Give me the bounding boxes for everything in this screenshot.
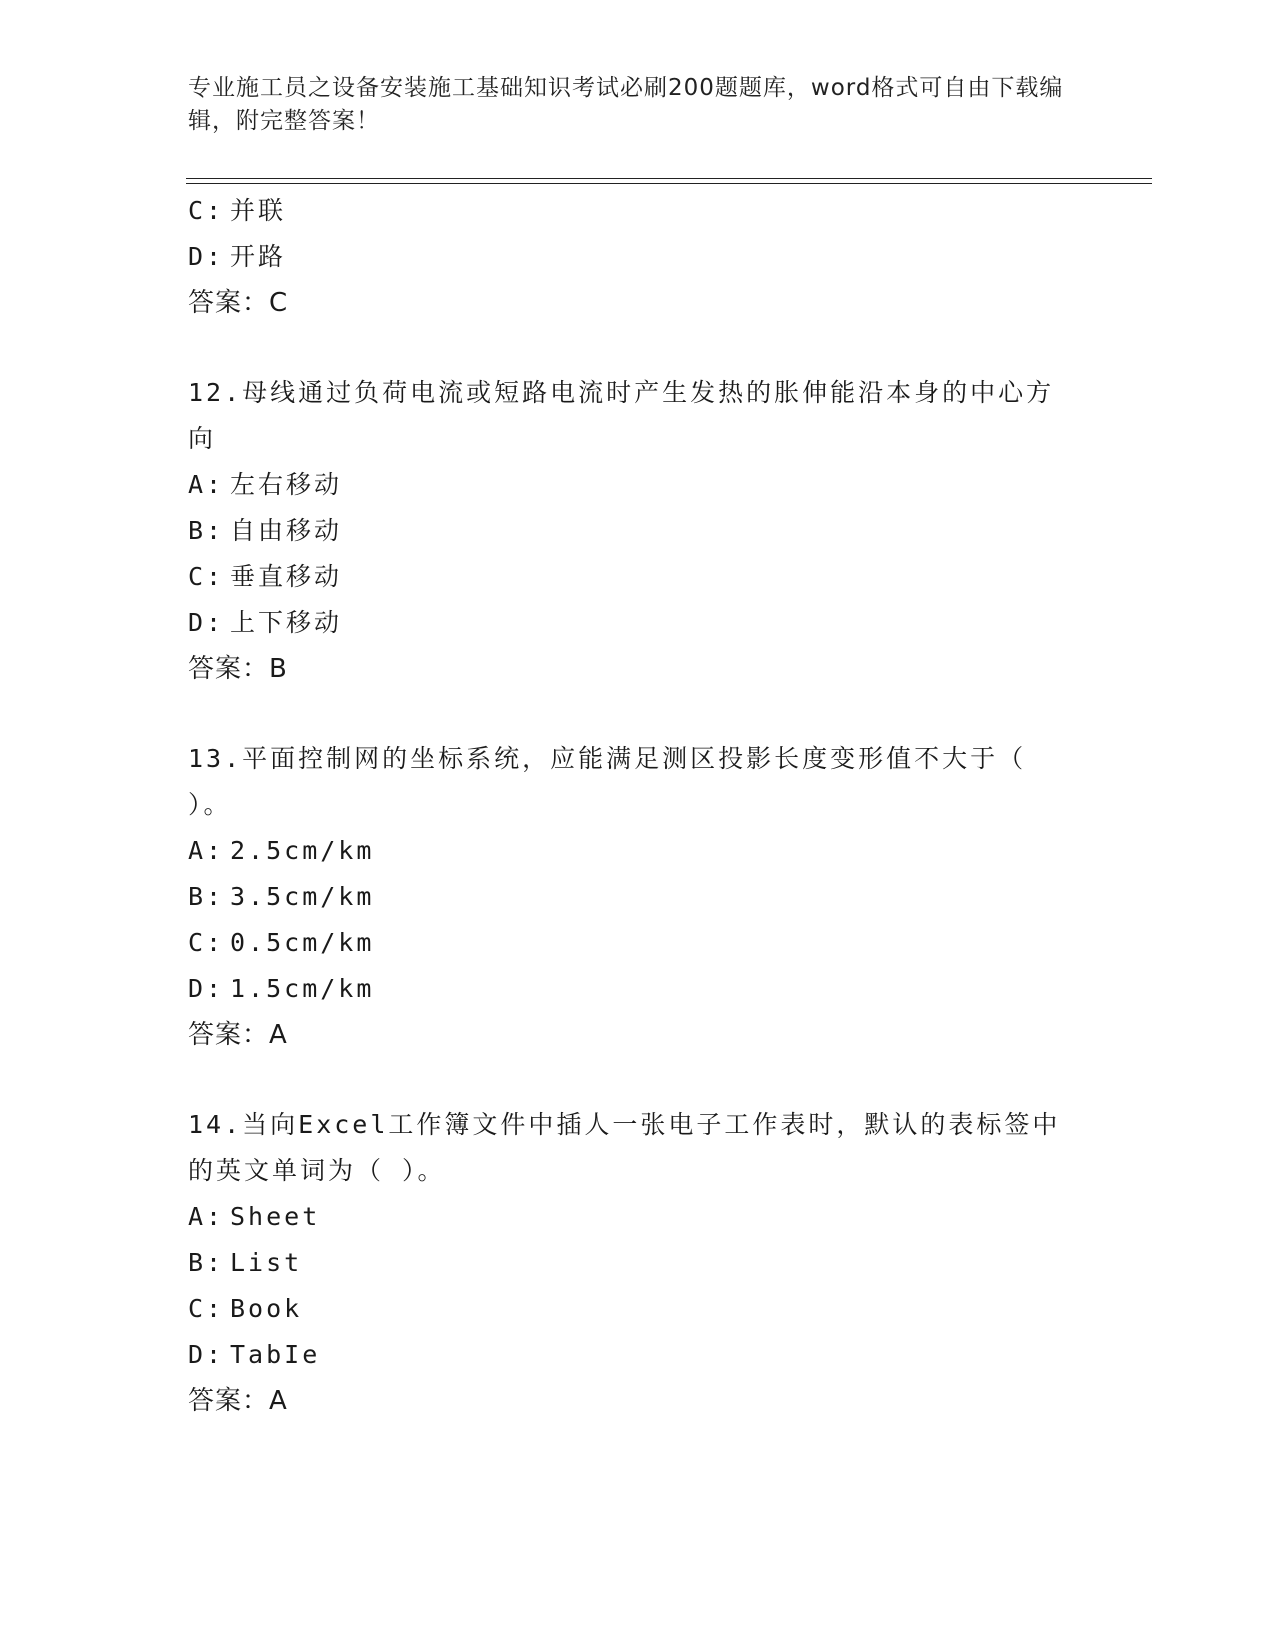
option-text: 并联	[230, 196, 287, 225]
option-text: 上下移动	[230, 608, 343, 637]
option-key: D:	[188, 974, 225, 1003]
question-text-line1: 13.平面控制网的坐标系统，应能满足测区投影长度变形值不大于（	[188, 744, 1027, 773]
option-key: C:	[188, 196, 225, 225]
option-c	[188, 920, 1088, 966]
option-key: C:	[188, 928, 225, 957]
option-a	[188, 828, 1088, 874]
option-text: 0.5cm/km	[230, 928, 375, 957]
answer-line: 答案：A	[188, 1020, 288, 1050]
prev-question	[188, 188, 1088, 326]
question-content	[188, 188, 1088, 1424]
question-text-line1: 12.母线通过负荷电流或短路电流时产生发热的胀伸能沿本身的中心方	[188, 378, 1055, 407]
option-key: A:	[188, 836, 225, 865]
option-text: 垂直移动	[230, 562, 343, 591]
option-a	[188, 1194, 1088, 1240]
option-text: 3.5cm/km	[230, 882, 375, 911]
question-text-line2: ）。	[188, 790, 232, 819]
option-key: D:	[188, 1340, 225, 1369]
question-text-line2: 的英文单词为（ ）。	[188, 1156, 446, 1185]
option-text: Sheet	[230, 1202, 321, 1231]
option-d	[188, 1332, 1088, 1378]
question-14	[188, 1102, 1088, 1424]
header-rule-bottom	[186, 183, 1152, 184]
option-c	[188, 554, 1088, 600]
option-key: B:	[188, 882, 225, 911]
answer-line: 答案：A	[188, 1386, 288, 1416]
option-text: 开路	[230, 242, 287, 271]
document-header: 专业施工员之设备安装施工基础知识考试必刷200题题库，word格式可自由下载编辑，附完整答案！	[188, 75, 1064, 134]
option-key: B:	[188, 1248, 225, 1277]
question-13	[188, 736, 1088, 1058]
option-d	[188, 234, 1088, 280]
option-text: List	[230, 1248, 303, 1277]
option-key: B:	[188, 516, 225, 545]
option-b	[188, 874, 1088, 920]
question-text-line1: 14.当向Excel工作簿文件中插人一张电子工作表时，默认的表标签中	[188, 1110, 1061, 1139]
option-key: D:	[188, 242, 225, 271]
option-key: C:	[188, 1294, 225, 1323]
question-text-line2: 向	[188, 424, 217, 453]
option-b	[188, 1240, 1088, 1286]
answer-line: 答案：B	[188, 654, 288, 684]
option-text: 2.5cm/km	[230, 836, 375, 865]
option-d	[188, 600, 1088, 646]
option-d	[188, 966, 1088, 1012]
option-text: TabIe	[230, 1340, 321, 1369]
option-a	[188, 462, 1088, 508]
header-rule-top	[186, 178, 1152, 179]
option-text: 左右移动	[230, 470, 343, 499]
option-text: 自由移动	[230, 516, 343, 545]
option-key: A:	[188, 470, 225, 499]
option-c	[188, 1286, 1088, 1332]
option-text: 1.5cm/km	[230, 974, 375, 1003]
option-b	[188, 508, 1088, 554]
option-key: C:	[188, 562, 225, 591]
option-key: A:	[188, 1202, 225, 1231]
answer-line: 答案：C	[188, 288, 289, 318]
option-key: D:	[188, 608, 225, 637]
question-12	[188, 370, 1088, 692]
option-c	[188, 188, 1088, 234]
option-text: Book	[230, 1294, 303, 1323]
